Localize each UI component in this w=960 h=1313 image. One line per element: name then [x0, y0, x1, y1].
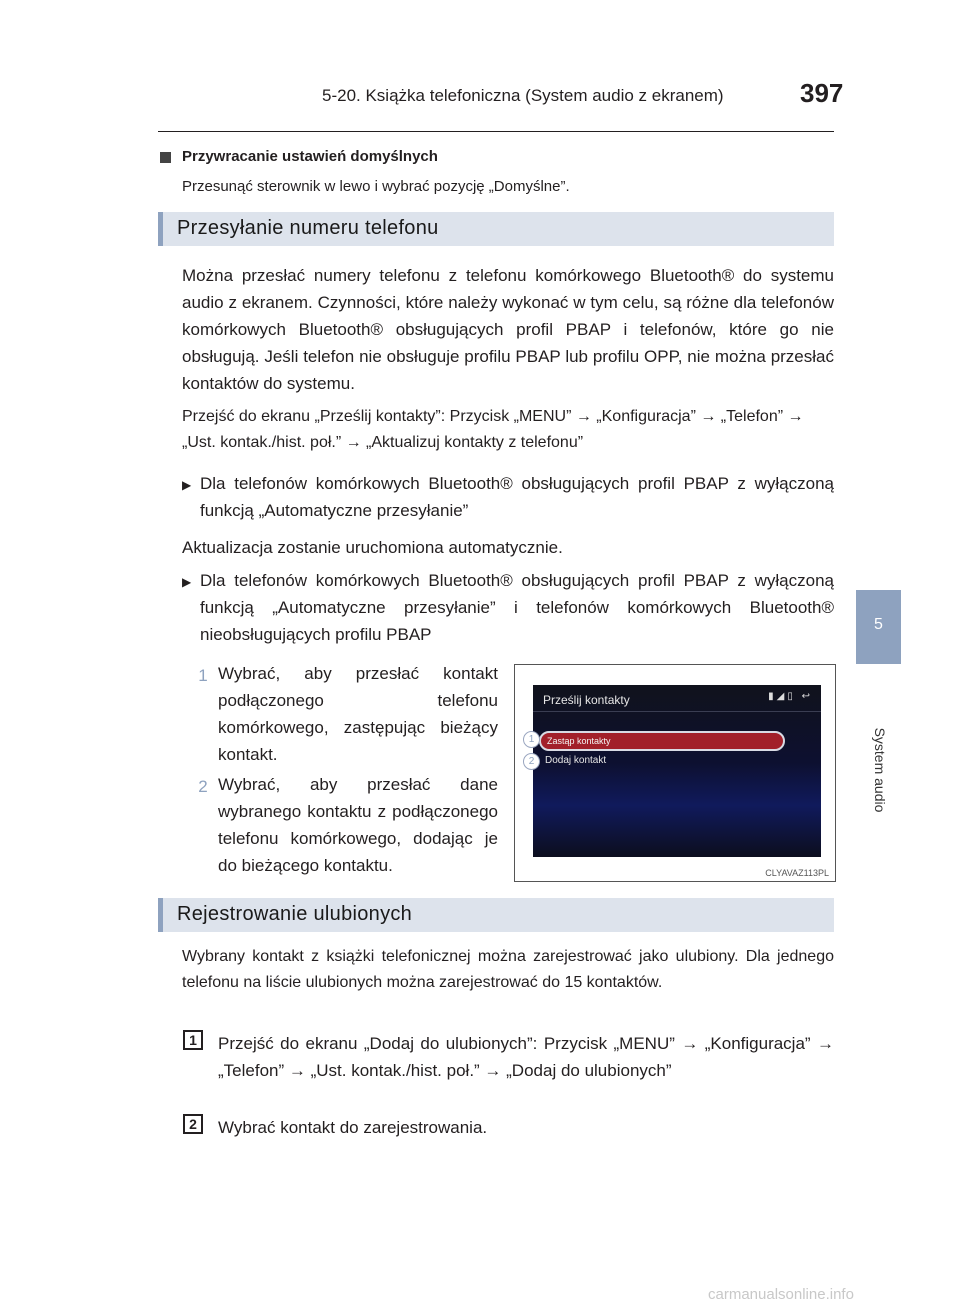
status-icons: ▮◢▯ ↩	[768, 691, 813, 702]
watermark: carmanualsonline.info	[708, 1286, 854, 1303]
section-title-transfer: Przesyłanie numeru telefonu	[177, 217, 439, 239]
step-text-2: Wybrać, aby przesłać dane wybranego kontaktu z podłączonego telefonu komórkowego, dodając je do bieżącego kontaktu.	[218, 775, 498, 875]
header-rule	[158, 131, 834, 132]
step-text-1: Wybrać, aby przesłać kontakt podłączonego telefonu komórkowego, zastępując bieżący kontakt.	[218, 664, 498, 764]
section-title-favorites: Rejestrowanie ulubionych	[177, 903, 413, 925]
step-number-1: 1	[198, 666, 208, 685]
restore-text: Przesunąć sterownik w lewo i wybrać pozycję „Domyślne”.	[182, 178, 570, 195]
square-bullet-icon	[160, 152, 171, 163]
triangle-bullet-icon: ▶	[182, 575, 192, 589]
transfer-intro: Można przesłać numery telefonu z telefonu komórkowego Bluetooth® do systemu audio z ekranem. Czynności, które należy wykonać w tym celu, są różne dla telefonów komórkowych Bluetooth® obsługujących profil PBAP i telefonów, które go nie obsługują. Jeśli telefon nie obsługuje profilu PBAP lub profilu OPP, nie można przesłać kontaktów do systemu.	[182, 266, 834, 393]
favorites-intro: Wybrany kontakt z książki telefonicznej można zarejestrować jako ulubiony. Dla jednego telefonu na liście ulubionych można zarejestrować do 15 kontaktów.	[182, 948, 834, 991]
box-step-number-1: 1	[183, 1030, 203, 1050]
triangle-bullet-icon: ▶	[182, 478, 192, 492]
transfer-nav-path: Przejść do ekranu „Prześlij kontakty”: Przycisk „MENU” → „Konfiguracja” → „Telefon” → „Ust. kontak./hist. poł.” → „Aktualizuj kontakty z telefonu”	[182, 408, 804, 451]
replace-contacts-item	[539, 731, 785, 751]
replace-contacts-label: Zastąp kontakty	[547, 736, 611, 746]
chapter-label: System audio	[872, 727, 888, 813]
restore-heading: Przywracanie ustawień domyślnych	[182, 148, 438, 165]
step-number-2: 2	[198, 777, 208, 796]
section-bar-transfer	[158, 212, 834, 246]
section-bar-favorites	[158, 898, 834, 932]
chapter-label-wrap	[868, 727, 888, 813]
box-step-text-2: Wybrać kontakt do zarejestrowania.	[218, 1118, 488, 1137]
box-step-text-1: Przejść do ekranu „Dodaj do ulubionych”: Przycisk „MENU” → „Konfiguracja” → „Telefon” → „Ust. kontak./hist. poł.” → „Dodaj do ulubionych”	[218, 1034, 834, 1080]
chapter-number: 5	[874, 616, 883, 633]
box-step-number-2: 2	[183, 1114, 203, 1134]
display-screen	[533, 685, 821, 857]
callout-1: 1	[523, 731, 540, 748]
image-code: CLYAVAZ113PL	[765, 868, 829, 878]
screen-divider	[533, 711, 821, 712]
callout-2: 2	[523, 753, 540, 770]
bullet-pbap-auto: Dla telefonów komórkowych Bluetooth® obsługujących profil PBAP z wyłączoną funkcją „Automatyczne przesyłanie”	[200, 474, 834, 520]
bullet-pbap-manual: Dla telefonów komórkowych Bluetooth® obsługujących profil PBAP z wyłączoną funkcją „Automatyczne przesyłanie” i telefonów komórkowych Bluetooth® nieobsługujących profilu PBAP	[200, 571, 834, 644]
add-contact-item: Dodaj kontakt	[545, 755, 607, 766]
auto-update-text: Aktualizacja zostanie uruchomiona automatycznie.	[182, 538, 563, 557]
page-number: 397	[800, 78, 844, 108]
screen-illustration	[514, 664, 836, 882]
screen-title: Prześlij kontakty	[543, 693, 630, 707]
running-header: 5-20. Książka telefoniczna (System audio z ekranem)	[322, 86, 724, 105]
